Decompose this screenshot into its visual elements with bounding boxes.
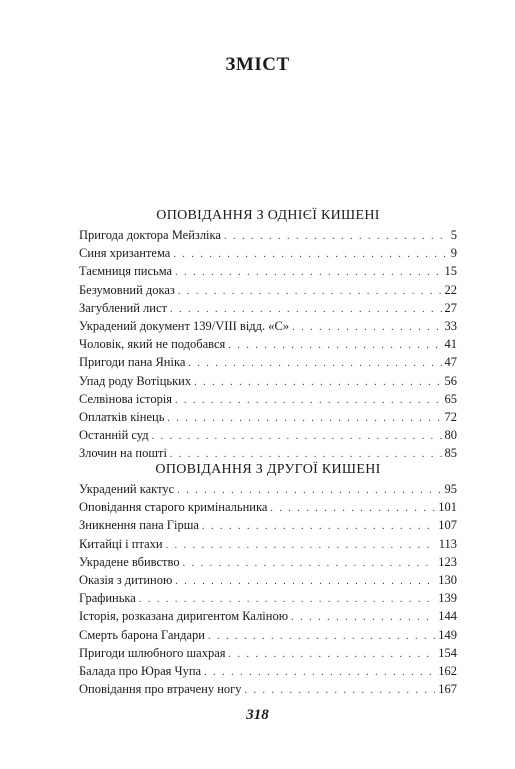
dot-leader: [224, 228, 448, 246]
toc-entry: [79, 571, 457, 589]
dot-leader: [208, 628, 435, 646]
toc-entry: [79, 262, 457, 280]
toc-entry-page: 113: [438, 536, 457, 551]
dot-leader: [292, 319, 441, 337]
toc-entry-title: Смерть барона Гандари: [79, 627, 205, 642]
toc-entry-page: 85: [444, 446, 457, 461]
toc-entry-title: Оповідання про втрачену ногу: [79, 682, 242, 697]
dot-leader: [175, 573, 435, 591]
toc-entry: [79, 498, 457, 516]
dot-leader: [228, 337, 441, 355]
toc-entry-page: 149: [438, 627, 457, 642]
toc-section-2: [79, 460, 457, 698]
toc-entry-page: 162: [438, 663, 457, 678]
toc-entry-page: 47: [444, 355, 457, 370]
dot-leader: [166, 537, 436, 555]
toc-entry: [79, 607, 457, 625]
toc-entry-title: Чоловік, який не подобався: [79, 337, 226, 352]
toc-entry-page: 41: [444, 337, 457, 352]
toc-entry-page: 15: [444, 264, 457, 279]
toc-entry-title: Таємниця письма: [79, 264, 173, 279]
toc-entry: [79, 353, 457, 371]
section-heading: ОПОВІДАННЯ З ДРУГОЇ КИШЕНІ: [155, 462, 381, 477]
page-title: ЗМІСТ: [225, 54, 290, 75]
toc-entry-page: 65: [444, 391, 457, 406]
toc-entry-title: Оказія з дитиною: [79, 572, 173, 587]
dot-leader: [173, 246, 447, 264]
toc-entry-title: Украдений кактус: [79, 482, 175, 496]
toc-entry: [79, 662, 457, 680]
toc-entry: [79, 589, 457, 607]
toc-entry-title: Оповідання старого кримінальника: [79, 500, 268, 515]
toc-entry: [79, 281, 457, 299]
toc-entry: [79, 226, 457, 244]
toc-entry-page: 123: [438, 554, 457, 569]
dot-leader: [270, 500, 435, 518]
toc-entry-title: Селвінова історія: [79, 391, 173, 406]
section-heading: ОПОВІДАННЯ З ОДНІЄЇ КИШЕНІ: [156, 208, 380, 223]
toc-entry-title: Графинька: [79, 591, 136, 606]
toc-entry: [79, 299, 457, 317]
dot-leader: [291, 609, 435, 627]
dot-leader: [175, 264, 441, 282]
toc-entry-title: Украдене вбивство: [79, 554, 180, 569]
toc-entry: [79, 390, 457, 408]
toc-entry-title: Безумовний доказ: [79, 282, 175, 297]
page-number: 318: [246, 707, 269, 723]
toc-entry: [79, 516, 457, 534]
dot-leader: [175, 392, 441, 410]
toc-entry: [79, 626, 457, 644]
toc-entry-title: Синя хризантема: [79, 246, 171, 261]
toc-entry-page: 130: [438, 572, 457, 587]
toc-entry-title: Історія, розказана диригентом Каліною: [79, 609, 289, 624]
toc-entry: [79, 408, 457, 426]
toc-entry-page: 107: [438, 518, 457, 533]
toc-entry-title: Пригода доктора Мейзліка: [79, 228, 221, 242]
dot-leader: [183, 555, 436, 573]
dot-leader: [245, 682, 436, 700]
toc-entry-page: 167: [438, 682, 457, 697]
toc-entry-title: Злочин на пошті: [79, 446, 167, 461]
toc-entry-page: 139: [438, 591, 457, 606]
toc-entry-title: Загублений лист: [79, 300, 167, 315]
toc-entry-page: 154: [438, 645, 457, 660]
toc-entry-page: 95: [444, 482, 457, 496]
toc-entry-page: 33: [444, 318, 457, 333]
toc-entry-page: 144: [438, 609, 457, 624]
toc-entry-page: 22: [444, 282, 457, 297]
toc-section-1: [79, 206, 457, 462]
toc-entry-page: 101: [438, 500, 457, 515]
toc-entry-title: Оплатків кінець: [79, 409, 165, 424]
toc-entry-page: 5: [450, 228, 457, 242]
toc-entry: [79, 372, 457, 390]
dot-leader: [194, 374, 441, 392]
toc-entry-title: Пригоди шлюбного шахрая: [79, 645, 226, 660]
toc-entry-page: 9: [450, 246, 457, 261]
toc-entry-title: Останній суд: [79, 428, 149, 443]
toc-entry-title: Украдений документ 139/VIII відд. «С»: [79, 318, 290, 333]
toc-entry-title: Пригоди пана Яніка: [79, 355, 186, 370]
toc-entries: [79, 226, 457, 462]
toc-entry: [79, 480, 457, 498]
toc-entry-title: Упад роду Вотіцьких: [79, 373, 192, 388]
dot-leader: [178, 283, 442, 301]
dot-leader: [167, 410, 441, 428]
dot-leader: [152, 428, 442, 446]
toc-entry: [79, 553, 457, 571]
dot-leader: [229, 646, 436, 664]
toc-entry-title: Зникнення пана Гірша: [79, 518, 199, 533]
toc-entry: [79, 335, 457, 353]
toc-entry: [79, 317, 457, 335]
toc-entry-page: 72: [444, 409, 457, 424]
dot-leader: [202, 518, 435, 536]
toc-entry: [79, 680, 457, 698]
toc-entry-page: 27: [444, 300, 457, 315]
dot-leader: [188, 355, 441, 373]
toc-entry: [79, 644, 457, 662]
toc-entry: [79, 426, 457, 444]
toc-entry-title: Китайці і птахи: [79, 536, 163, 551]
toc-entry: [79, 244, 457, 262]
toc-entries: [79, 480, 457, 698]
toc-entry-page: 80: [444, 428, 457, 443]
toc-entry-title: Балада про Юрая Чупа: [79, 663, 202, 678]
toc-entry: [79, 535, 457, 553]
toc-entry-page: 56: [444, 373, 457, 388]
